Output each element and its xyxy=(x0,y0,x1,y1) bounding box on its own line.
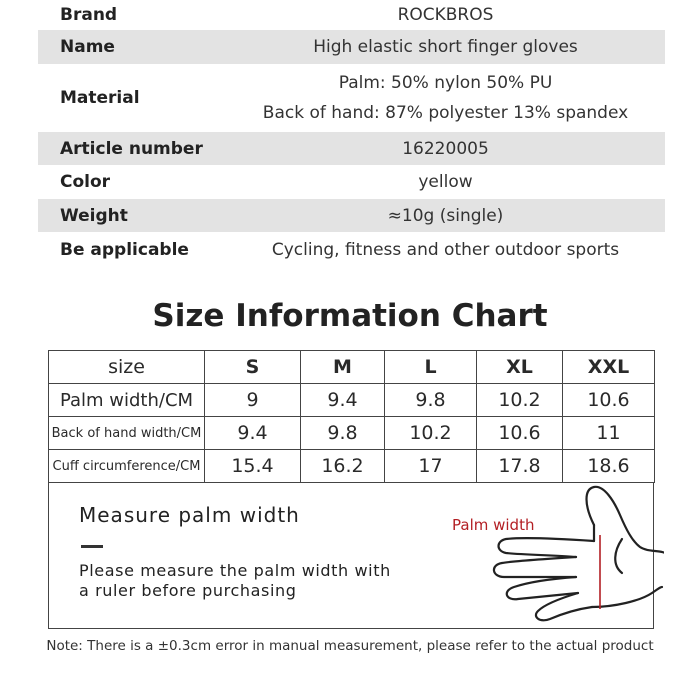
measure-instructions xyxy=(79,561,419,601)
spec-value-line: ROCKBROS xyxy=(397,5,494,25)
spec-label: Brand xyxy=(60,5,118,25)
size-cell: 17 xyxy=(385,450,477,483)
measure-instruction-line: a ruler before purchasing xyxy=(79,581,297,600)
size-header-cell: size xyxy=(49,351,205,384)
spec-row-be-applicable xyxy=(38,232,665,268)
spec-label: Material xyxy=(60,88,140,108)
size-cell: 11 xyxy=(563,417,655,450)
size-row-palm-width xyxy=(49,384,655,417)
size-chart-title: Size Information Chart xyxy=(152,298,548,334)
size-header-cell: S xyxy=(205,351,301,384)
spec-row-brand xyxy=(38,0,665,30)
hand-diagram xyxy=(444,483,664,628)
spec-row-article-number xyxy=(38,132,665,165)
size-header-cell: L xyxy=(385,351,477,384)
spec-value-line: High elastic short finger gloves xyxy=(313,37,578,57)
size-row-cuff-circumference xyxy=(49,450,655,483)
spec-value-line: Back of hand: 87% polyester 13% spandex xyxy=(262,103,629,123)
spec-row-name xyxy=(38,30,665,64)
spec-value xyxy=(238,64,653,132)
spec-row-weight xyxy=(38,199,665,232)
spec-value xyxy=(238,132,653,165)
spec-label: Weight xyxy=(60,205,128,226)
spec-value xyxy=(238,165,653,199)
spec-value-line: yellow xyxy=(418,172,473,192)
spec-label: Name xyxy=(60,37,115,57)
spec-value xyxy=(238,0,653,30)
hand-outline-icon xyxy=(444,483,664,628)
measure-panel xyxy=(48,483,654,629)
spec-label: Article number xyxy=(60,138,203,159)
size-row-back-of-hand-width xyxy=(49,417,655,450)
size-header-cell: XL xyxy=(477,351,563,384)
size-row-label: Back of hand width/CM xyxy=(49,417,205,450)
size-cell: 9 xyxy=(205,384,301,417)
size-table xyxy=(48,350,655,483)
size-cell: 17.8 xyxy=(477,450,563,483)
spec-value-line: ≈10g (single) xyxy=(387,205,504,226)
measure-instruction-line: Please measure the palm width with xyxy=(79,561,391,580)
palm-width-label: Palm width xyxy=(452,516,535,534)
spec-label: Be applicable xyxy=(60,240,189,260)
size-cell: 9.8 xyxy=(301,417,385,450)
spec-value-line: Cycling, fitness and other outdoor sports xyxy=(271,240,620,260)
size-cell: 18.6 xyxy=(563,450,655,483)
size-header-cell: M xyxy=(301,351,385,384)
measurement-note: Note: There is a ±0.3cm error in manual measurement, please refer to the actual product xyxy=(46,638,654,654)
spec-row-color xyxy=(38,165,665,199)
size-row-label: Palm width/CM xyxy=(49,384,205,417)
size-cell: 9.8 xyxy=(385,384,477,417)
size-cell: 10.6 xyxy=(563,384,655,417)
size-header-row xyxy=(49,351,655,384)
size-cell: 10.2 xyxy=(385,417,477,450)
spec-value xyxy=(238,30,653,64)
size-cell: 15.4 xyxy=(205,450,301,483)
spec-value xyxy=(238,199,653,232)
size-header-cell: XXL xyxy=(563,351,655,384)
spec-table xyxy=(38,0,665,268)
spec-row-material xyxy=(38,64,665,132)
size-cell: 16.2 xyxy=(301,450,385,483)
size-cell: 10.6 xyxy=(477,417,563,450)
measure-title: Measure palm width xyxy=(79,503,300,527)
spec-value-line: Palm: 50% nylon 50% PU xyxy=(338,73,553,93)
spec-value xyxy=(238,232,653,268)
spec-label: Color xyxy=(60,172,111,192)
size-cell: 9.4 xyxy=(205,417,301,450)
size-cell: 10.2 xyxy=(477,384,563,417)
measure-divider xyxy=(81,545,103,548)
size-cell: 9.4 xyxy=(301,384,385,417)
size-row-label: Cuff circumference/CM xyxy=(49,450,205,483)
spec-value-line: 16220005 xyxy=(402,138,489,159)
